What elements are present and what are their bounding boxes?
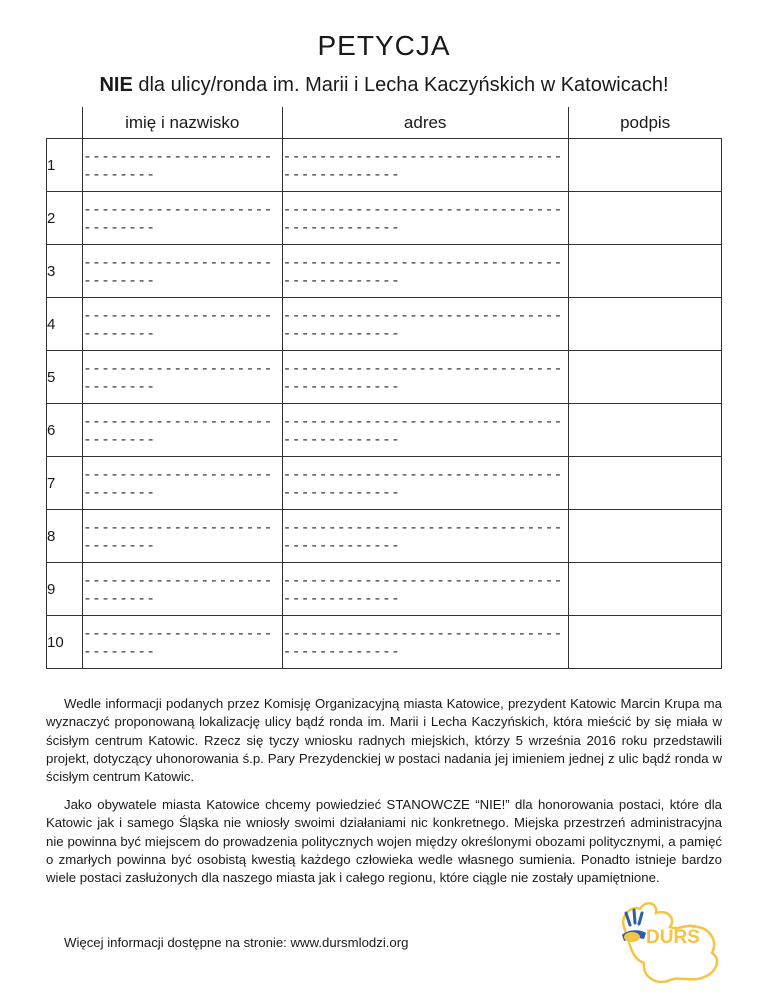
address-field[interactable]: --------------------------------------------	[282, 298, 568, 351]
name-field[interactable]: -----------------------------	[82, 510, 282, 563]
address-field[interactable]: --------------------------------------------	[282, 139, 568, 192]
row-number: 2	[47, 192, 83, 245]
row-number: 1	[47, 139, 83, 192]
name-field[interactable]: -----------------------------	[82, 139, 282, 192]
subtitle-bold: NIE	[99, 74, 133, 96]
address-field[interactable]: --------------------------------------------	[282, 245, 568, 298]
col-signature-header: podpis	[568, 107, 721, 139]
row-number: 7	[47, 457, 83, 510]
name-field[interactable]: -----------------------------	[82, 616, 282, 669]
name-field[interactable]: -----------------------------	[82, 563, 282, 616]
paragraph-context	[46, 695, 722, 786]
signature-field[interactable]	[568, 139, 721, 192]
table-row	[47, 563, 722, 616]
signature-field[interactable]	[568, 404, 721, 457]
row-number: 4	[47, 298, 83, 351]
table-row	[47, 192, 722, 245]
address-field[interactable]: --------------------------------------------	[282, 351, 568, 404]
table-row	[47, 510, 722, 563]
name-field[interactable]: -----------------------------	[82, 192, 282, 245]
paragraph1-text: Wedle informacji podanych przez Komisję Organizacyjną miasta Katowice, prezydent Katowic Marcin Krupa ma wyznaczyć proponowaną lokalizację ulicy bądź ronda im. Marii i Lecha Kaczyńskich, która mieścić by się miała w ścisłym centrum Katowic. Rzecz się tyczy wniosku radnych miejskich, którzy 5 września 2016 roku przedstawili projekt, dotyczący uhonorowania ś.p. Pary Prezydenckiej w postaci nadania jej imieniem jednej z ulic bądź ronda w ścisłym centrum Katowic.	[46, 696, 722, 785]
signature-table	[46, 107, 722, 669]
address-field[interactable]: --------------------------------------------	[282, 404, 568, 457]
name-field[interactable]: -----------------------------	[82, 245, 282, 298]
signature-field[interactable]	[568, 616, 721, 669]
table-row	[47, 298, 722, 351]
col-number-header	[47, 107, 83, 139]
table-row	[47, 351, 722, 404]
address-field[interactable]: --------------------------------------------	[282, 616, 568, 669]
name-field[interactable]: -----------------------------	[82, 351, 282, 404]
table-row	[47, 457, 722, 510]
table-row	[47, 245, 722, 298]
table-row	[47, 616, 722, 669]
address-field[interactable]: --------------------------------------------	[282, 563, 568, 616]
logo-text: DURŚ	[646, 927, 700, 948]
row-number: 5	[47, 351, 83, 404]
signature-field[interactable]	[568, 298, 721, 351]
table-row	[47, 139, 722, 192]
row-number: 3	[47, 245, 83, 298]
signature-field[interactable]	[568, 563, 721, 616]
name-field[interactable]: -----------------------------	[82, 404, 282, 457]
signature-field[interactable]	[568, 351, 721, 404]
more-info-text: Więcej informacji dostępne na stronie: www.dursmlodzi.org	[64, 935, 409, 950]
address-field[interactable]: --------------------------------------------	[282, 192, 568, 245]
name-field[interactable]: -----------------------------	[82, 298, 282, 351]
signature-field[interactable]	[568, 457, 721, 510]
col-name-header: imię i nazwisko	[82, 107, 282, 139]
name-field[interactable]: -----------------------------	[82, 457, 282, 510]
subtitle-rest: dla ulicy/ronda im. Marii i Lecha Kaczyńskich w Katowicach!	[132, 74, 669, 96]
table-row	[47, 404, 722, 457]
row-number: 9	[47, 563, 83, 616]
signature-field[interactable]	[568, 192, 721, 245]
address-field[interactable]: --------------------------------------------	[282, 510, 568, 563]
signature-field[interactable]	[568, 245, 721, 298]
row-number: 10	[47, 616, 83, 669]
row-number: 8	[47, 510, 83, 563]
col-address-header: adres	[282, 107, 568, 139]
petition-title: PETYCJA	[317, 30, 451, 61]
address-field[interactable]: --------------------------------------------	[282, 457, 568, 510]
paragraph2-text: Jako obywatele miasta Katowice chcemy powiedzieć STANOWCZE “NIE!” dla honorowania postaci, które dla Katowic jak i samego Śląska nie wniosły swoimi działaniami nic konkretnego. Miejska przestrzeń administracyjna nie powinna być miejscem do prowadzenia politycznych wojen między określonymi obozami politycznymi, a pamięć o zmarłych powinna być osobistą kwestią każdego człowieka wedle własnego sumienia. Ponadto istnieje bardzo wiele postaci zasłużonych dla naszego miasta jak i całego regionu, które ciągle nie zostały upamiętnione.	[46, 797, 722, 886]
row-number: 6	[47, 404, 83, 457]
paragraph-statement	[46, 796, 722, 887]
durs-logo	[606, 893, 732, 985]
petition-subtitle	[0, 74, 768, 97]
signature-field[interactable]	[568, 510, 721, 563]
table-header-row	[47, 107, 722, 139]
